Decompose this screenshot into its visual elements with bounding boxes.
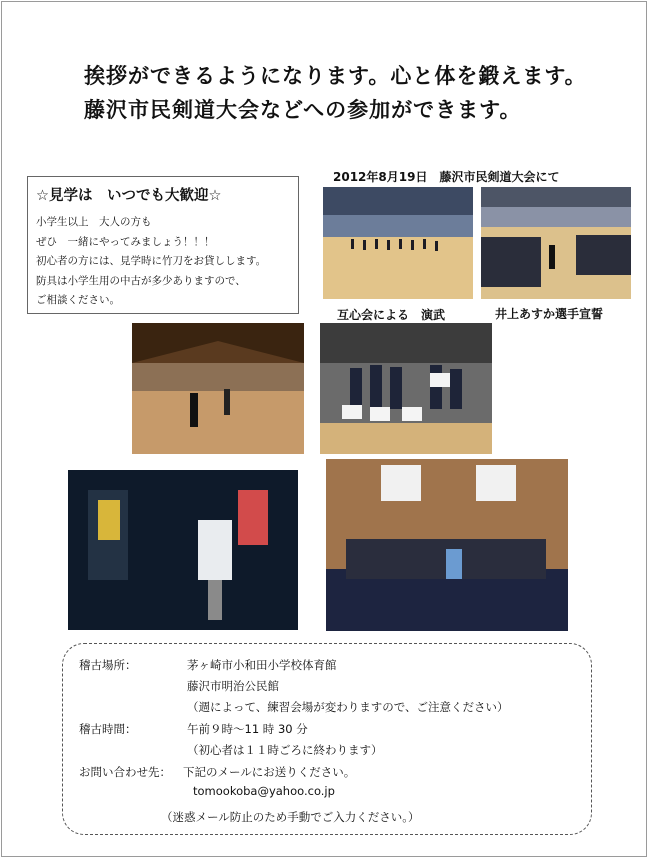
photo-oath	[481, 187, 631, 299]
time-label: 稽古時間：	[79, 722, 137, 736]
event-caption: 2012年8月19日 藤沢市民剣道大会にて	[333, 170, 560, 184]
headline-line-2: 藤沢市民剣道大会などへの参加ができます。	[84, 98, 522, 122]
photo-dojo-group	[326, 459, 568, 631]
visit-info-title: ☆見学は いつでも大歓迎☆	[36, 188, 222, 204]
place-1: 茅ヶ崎市小和田小学校体育館	[187, 658, 337, 672]
schedule-box	[62, 643, 592, 835]
photo-gym-match	[132, 323, 304, 454]
time-note: （初心者は１１時ごろに終わります）	[187, 743, 383, 757]
time-value: 午前９時～11 時 30 分	[187, 722, 308, 736]
place-note: （週によって、練習会場が変わりますので、ご注意ください）	[187, 700, 509, 714]
photo-group-certificates	[320, 323, 492, 454]
contact-text: 下記のメールにお送りください。	[183, 765, 356, 779]
visit-info-line: ぜひ 一緒にやってみましょう！！！	[36, 235, 215, 248]
photo-practice	[68, 470, 298, 630]
place-label: 稽古場所：	[79, 658, 137, 672]
visit-info-line: 防具は小学生用の中古が多少ありますので、	[36, 274, 246, 287]
contact-email[interactable]: tomookoba@yahoo.co.jp	[193, 784, 335, 798]
visit-info-line: 初心者の方には、見学時に竹刀をお貸しします。	[36, 255, 267, 267]
caption-demo: 互心会による 演武	[337, 308, 446, 322]
visit-info-line: 小学生以上 大人の方も	[36, 216, 152, 228]
photo-demo	[323, 187, 473, 299]
contact-label: お問い合わせ先：	[79, 765, 171, 779]
headline-line-1: 挨拶ができるようになります。心と体を鍛えます。	[84, 64, 587, 88]
spam-note: （迷惑メール防止のため手動でご入力ください。）	[161, 810, 420, 824]
caption-oath: 井上あすか選手宣誓	[495, 307, 604, 321]
visit-info-line: ご相談ください。	[36, 294, 120, 306]
visit-info-box	[27, 176, 299, 314]
place-2: 藤沢市明治公民館	[187, 679, 279, 693]
